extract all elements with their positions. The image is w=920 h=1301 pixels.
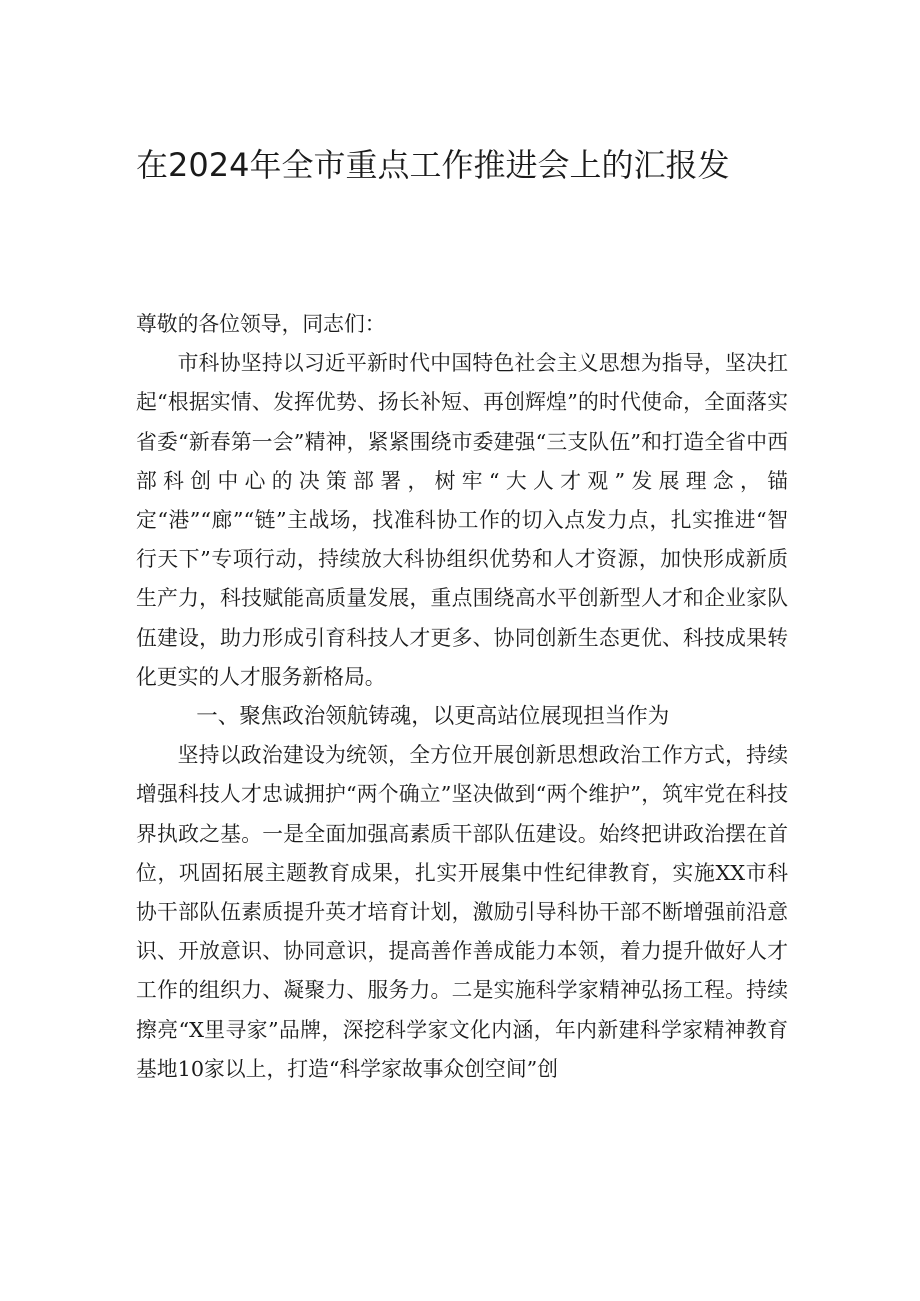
document-body (136, 305, 788, 1089)
document-title: 在2024年全市重点工作推进会上的汇报发 (136, 146, 730, 184)
intro-paragraph: 市科协坚持以习近平新时代中国特色社会主义思想为指导，坚决扛起“根据实情、发挥优势、扬长补短、再创辉煌”的时代使命，全面落实省委“新春第一会”精神，紧紧围绕市委建强“三支队伍”和打造全省中西部科创中心的决策部署，树牢“大人才观”发展理念，锚定“港”“廊”“链”主战场，找准科协工作的切入点发力点，扎实推进“智行天下”专项行动，持续放大科协组织优势和人才资源，加快形成新质生产力，科技赋能高质量发展，重点围绕高水平创新型人才和企业家队伍建设，助力形成引育科技人才更多、协同创新生态更优、科技成果转化更实的人才服务新格局。 (136, 351, 788, 689)
salutation: 尊敬的各位领导，同志们： (136, 312, 386, 336)
section-1-heading: 一、聚焦政治领航铸魂，以更高站位展现担当作为 (196, 704, 670, 730)
section-1-paragraph: 坚持以政治建设为统领，全方位开展创新思想政治工作方式，持续增强科技人才忠诚拥护“两个确立”坚决做到“两个维护”，筑牢党在科技界执政之基。一是全面加强高素质干部队伍建设。始终把讲政治摆在首位，巩固拓展主题教育成果，扎实开展集中性纪律教育，实施XX市科协干部队伍素质提升英才培育计划，激励引导科协干部不断增强前沿意识、开放意识、协同意识，提高善作善成能力本领，着力提升做好人才工作的组织力、凝聚力、服务力。二是实施科学家精神弘扬工程。持续擦亮“X里寻家”品牌，深挖科学家文化内涵，年内新建科学家精神教育基地10家以上，打造“科学家故事众创空间”创 (136, 743, 788, 1081)
